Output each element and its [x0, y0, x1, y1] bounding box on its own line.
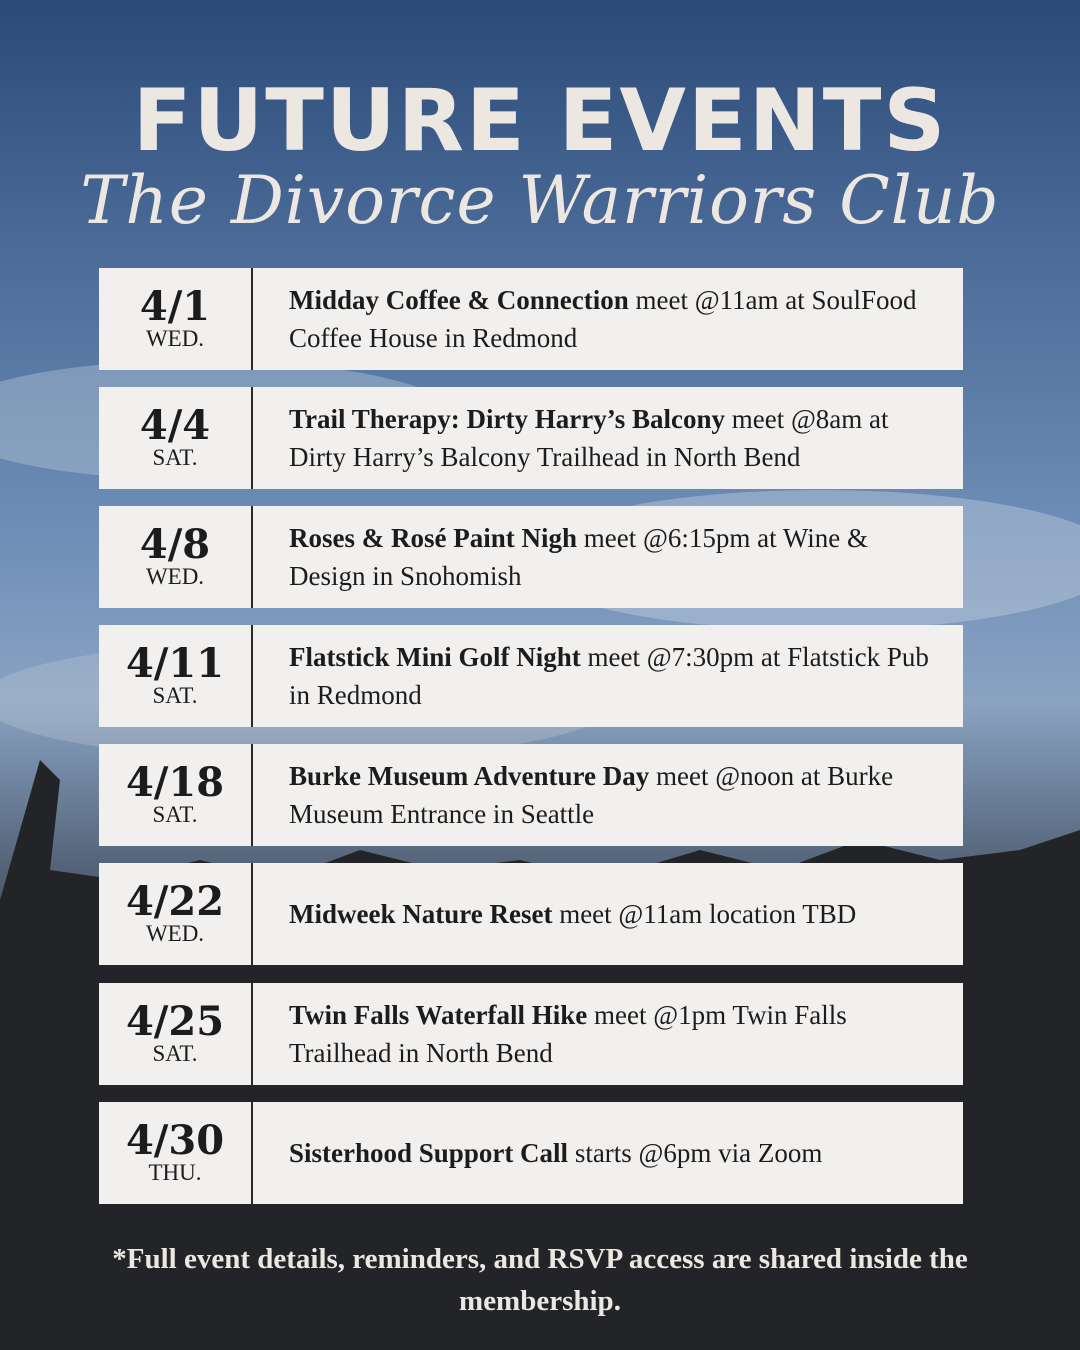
event-date-number: 4/30: [125, 1116, 225, 1164]
event-details: meet @6:15pm at Wine & Design in Snohomish: [289, 523, 868, 591]
event-weekday: THU.: [148, 1159, 202, 1185]
event-row: [99, 387, 963, 489]
event-date-number: 4/4: [139, 401, 211, 449]
event-date: [99, 744, 253, 846]
event-name: Midday Coffee & Connection: [289, 285, 629, 315]
event-date-number: 4/22: [125, 877, 225, 925]
event-weekday: SAT.: [152, 444, 198, 470]
event-row: [99, 625, 963, 727]
event-name: Midweek Nature Reset: [289, 899, 553, 929]
event-date: [99, 863, 253, 965]
event-description: [253, 506, 963, 608]
event-description: [253, 863, 963, 965]
event-description: [253, 983, 963, 1085]
event-date-number: 4/18: [125, 758, 225, 806]
event-row: [99, 1102, 963, 1204]
footer-note: *Full event details, reminders, and RSVP access are shared inside the membership.: [112, 1243, 968, 1317]
event-name: Twin Falls Waterfall Hike: [289, 1000, 588, 1030]
event-row: [99, 506, 963, 608]
event-row: [99, 744, 963, 846]
event-description: [253, 625, 963, 727]
event-description: [253, 268, 963, 370]
event-details: meet @1pm Twin Falls Trailhead in North Bend: [289, 1000, 847, 1068]
event-date: [99, 625, 253, 727]
event-details: meet @noon at Burke Museum Entrance in Seattle: [289, 761, 894, 829]
event-row: [99, 268, 963, 370]
event-details: meet @11am at SoulFood Coffee House in Redmond: [289, 285, 917, 353]
event-date: [99, 1102, 253, 1204]
event-description: [253, 387, 963, 489]
event-date: [99, 387, 253, 489]
event-row: [99, 983, 963, 1085]
event-weekday: WED.: [145, 325, 205, 351]
event-date-number: 4/8: [139, 520, 211, 568]
event-weekday: SAT.: [152, 1040, 198, 1066]
event-date-number: 4/25: [125, 997, 225, 1045]
event-details: meet @7:30pm at Flatstick Pub in Redmond: [289, 642, 929, 710]
event-date: [99, 983, 253, 1085]
event-description: [253, 1102, 963, 1204]
event-name: Flatstick Mini Golf Night: [289, 642, 581, 672]
event-name: Roses & Rosé Paint Nigh: [289, 523, 577, 553]
event-name: Burke Museum Adventure Day: [289, 761, 650, 791]
event-details: starts @6pm via Zoom: [574, 1138, 823, 1168]
event-date: [99, 268, 253, 370]
event-weekday: WED.: [145, 563, 205, 589]
event-weekday: SAT.: [152, 682, 198, 708]
event-weekday: WED.: [145, 920, 205, 946]
event-row: [99, 863, 963, 965]
event-date-number: 4/1: [139, 282, 211, 330]
event-details: meet @11am location TBD: [559, 899, 857, 929]
event-date: [99, 506, 253, 608]
event-name: Trail Therapy: Dirty Harry’s Balcony: [289, 404, 725, 434]
page-title: FUTURE EVENTS: [132, 71, 948, 171]
event-description: [253, 744, 963, 846]
event-details: meet @8am at Dirty Harry’s Balcony Trailhead in North Bend: [289, 404, 889, 472]
club-name: The Divorce Warriors Club: [80, 162, 1000, 239]
event-date-number: 4/11: [125, 639, 225, 687]
event-name: Sisterhood Support Call: [289, 1138, 569, 1168]
event-weekday: SAT.: [152, 801, 198, 827]
